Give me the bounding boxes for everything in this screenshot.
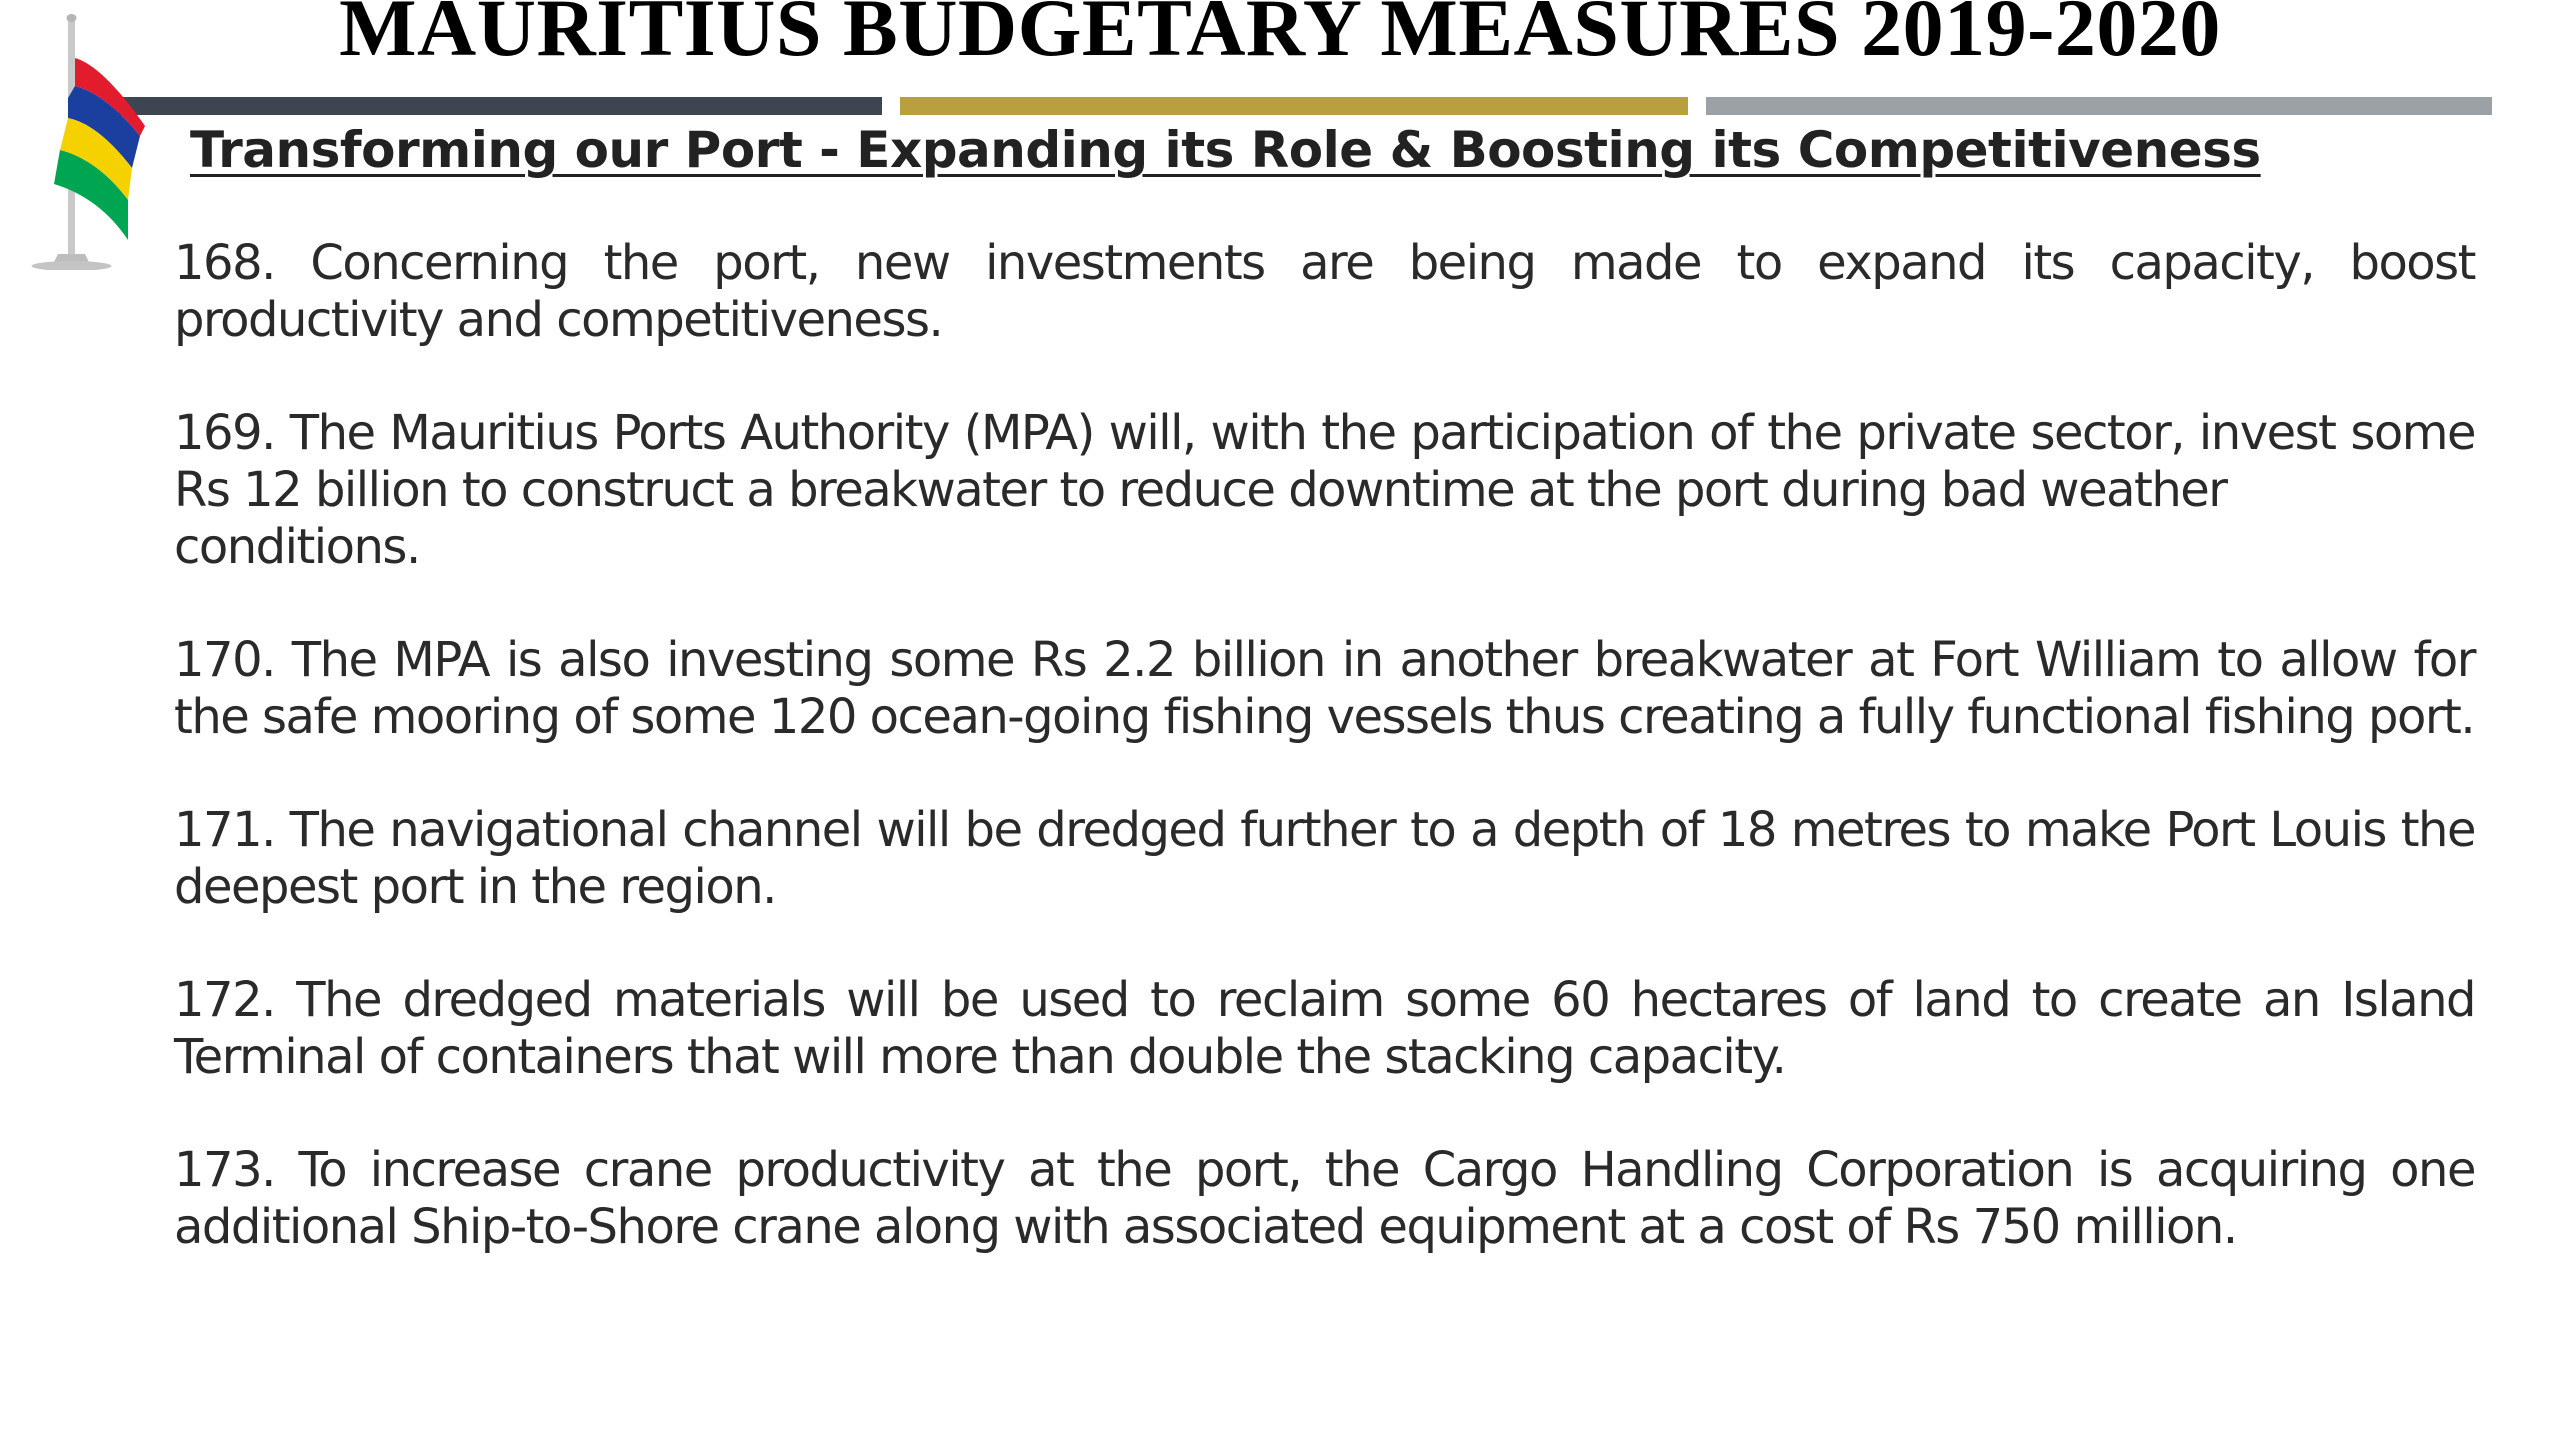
- paragraph-171: 171. The navigational channel will be dredged further to a depth of 18 metres to make Port Louis the deepest port in the region.: [174, 802, 2475, 915]
- slide-subtitle: Transforming our Port - Expanding its Role & Boosting its Competitiveness: [190, 121, 2261, 179]
- flag-pole-top: [67, 14, 77, 22]
- paragraph-172: 172. The dredged materials will be used to reclaim some 60 hectares of land to create an Island Terminal of containers that will more than double the stacking capacity.: [174, 972, 2475, 1085]
- flag-pole-stand: [32, 261, 112, 270]
- slide-title: MAURITIUS BUDGETARY MEASURES 2019-2020: [339, 0, 2221, 73]
- paragraph-173: 173. To increase crane productivity at the port, the Cargo Handling Corporation is acquiring one additional Ship-to-Shore crane along with associated equipment at a cost of Rs 750 million.: [174, 1142, 2475, 1255]
- header-bar-dark: [118, 97, 882, 115]
- paragraph-168: 168. Concerning the port, new investments are being made to expand its capacity, boost productivity and competitiveness.: [174, 235, 2475, 348]
- header-bar-gold: [900, 97, 1688, 115]
- paragraph-169: 169. The Mauritius Ports Authority (MPA) will, with the participation of the private sector, invest some Rs 12 billion to construct a breakwater to reduce downtime at the port during bad weather: [174, 405, 2475, 518]
- slide-body: [174, 235, 2475, 1312]
- paragraph-170: 170. The MPA is also investing some Rs 2.2 billion in another breakwater at Fort William to allow for the safe mooring of some 120 ocean-going fishing vessels thus creating a fully functional fishing port.: [174, 632, 2475, 745]
- paragraph-169-continued: conditions.: [174, 519, 420, 575]
- mauritius-flag-icon: [28, 14, 178, 270]
- header-bar-grey: [1706, 97, 2492, 115]
